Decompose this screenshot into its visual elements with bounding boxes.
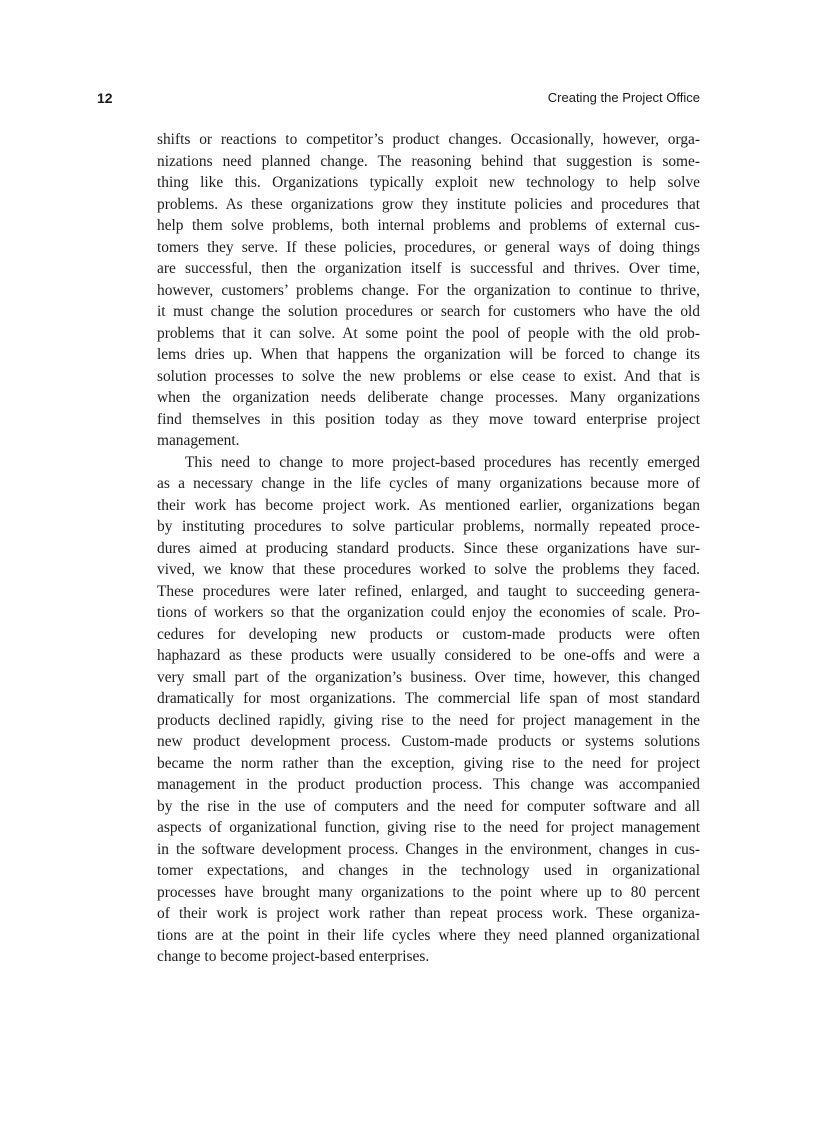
text-line: lems dries up. When that happens the organization will be forced to change its: [157, 346, 700, 363]
body-text: [157, 129, 700, 968]
text-line: find themselves in this position today as they move toward enterprise project: [157, 410, 700, 428]
running-title: Creating the Project Office: [547, 90, 700, 105]
text-line: vived, we know that these procedures worked to solve the problems they faced.: [157, 561, 700, 578]
text-line: help them solve problems, both internal problems and problems of external cus-: [157, 217, 700, 234]
text-line: are successful, then the organization itself is successful and thrives. Over time,: [157, 260, 700, 277]
text-line: thing like this. Organizations typically exploit new technology to help solve: [157, 174, 700, 191]
text-line: their work has become project work. As mentioned earlier, organizations began: [157, 496, 700, 514]
text-line: dramatically for most organizations. The commercial life span of most standard: [157, 690, 700, 707]
text-line: haphazard as these products were usually considered to be one-offs and were a: [157, 647, 700, 664]
text-line: management in the product production process. This change was accompanied: [157, 776, 700, 793]
text-line: by instituting procedures to solve particular problems, normally repeated proce-: [157, 518, 700, 535]
text-line: new product development process. Custom-made products or systems solutions: [157, 733, 700, 750]
text-line: by the rise in the use of computers and the need for computer software and all: [157, 797, 700, 815]
text-line: tions are at the point in their life cycles where they need planned organizational: [157, 926, 700, 944]
text-line: cedures for developing new products or custom-made products were often: [157, 625, 700, 643]
text-line: problems that it can solve. At some point the pool of people with the old prob-: [157, 324, 700, 342]
text-line: processes have brought many organizations to the point where up to 80 percent: [157, 883, 700, 901]
text-line: it must change the solution procedures or search for customers who have the old: [157, 303, 700, 320]
text-line: tomer expectations, and changes in the technology used in organizational: [157, 862, 700, 879]
text-line: very small part of the organization’s business. Over time, however, this changed: [157, 668, 700, 686]
page-number: 12: [97, 90, 113, 106]
text-line: products declined rapidly, giving rise to the need for project management in the: [157, 711, 700, 729]
text-line: became the norm rather than the exception, giving rise to the need for project: [157, 754, 700, 772]
text-line: These procedures were later refined, enlarged, and taught to succeeding genera-: [157, 582, 700, 600]
text-line: dures aimed at producing standard products. Since these organizations have sur-: [157, 539, 700, 557]
text-line: however, customers’ problems change. For the organization to continue to thrive,: [157, 281, 700, 299]
text-line: solution processes to solve the new problems or else cease to exist. And that is: [157, 367, 700, 385]
page-header: [97, 90, 700, 110]
paragraph-1: [157, 129, 700, 452]
text-line: change to become project-based enterprises.: [157, 948, 430, 965]
text-line: management.: [157, 432, 240, 449]
text-line: aspects of organizational function, giving rise to the need for project management: [157, 819, 700, 836]
text-line: as a necessary change in the life cycles of many organizations because more of: [157, 475, 700, 492]
text-line: shifts or reactions to competitor’s product changes. Occasionally, however, orga-: [157, 131, 700, 148]
text-line: in the software development process. Changes in the environment, changes in cus-: [157, 840, 700, 858]
paragraph-2: [157, 452, 700, 968]
text-line: nizations need planned change. The reasoning behind that suggestion is some-: [157, 152, 700, 170]
text-line: tions of workers so that the organization could enjoy the economies of scale. Pro-: [157, 604, 700, 621]
text-line: of their work is project work rather than repeat process work. These organiza-: [157, 905, 700, 922]
text-line: problems. As these organizations grow they institute policies and procedures that: [157, 195, 700, 213]
text-line: tomers they serve. If these policies, procedures, or general ways of doing things: [157, 238, 700, 256]
text-line: This need to change to more project-based procedures has recently emerged: [185, 453, 700, 471]
text-line: when the organization needs deliberate change processes. Many organizations: [157, 389, 700, 406]
